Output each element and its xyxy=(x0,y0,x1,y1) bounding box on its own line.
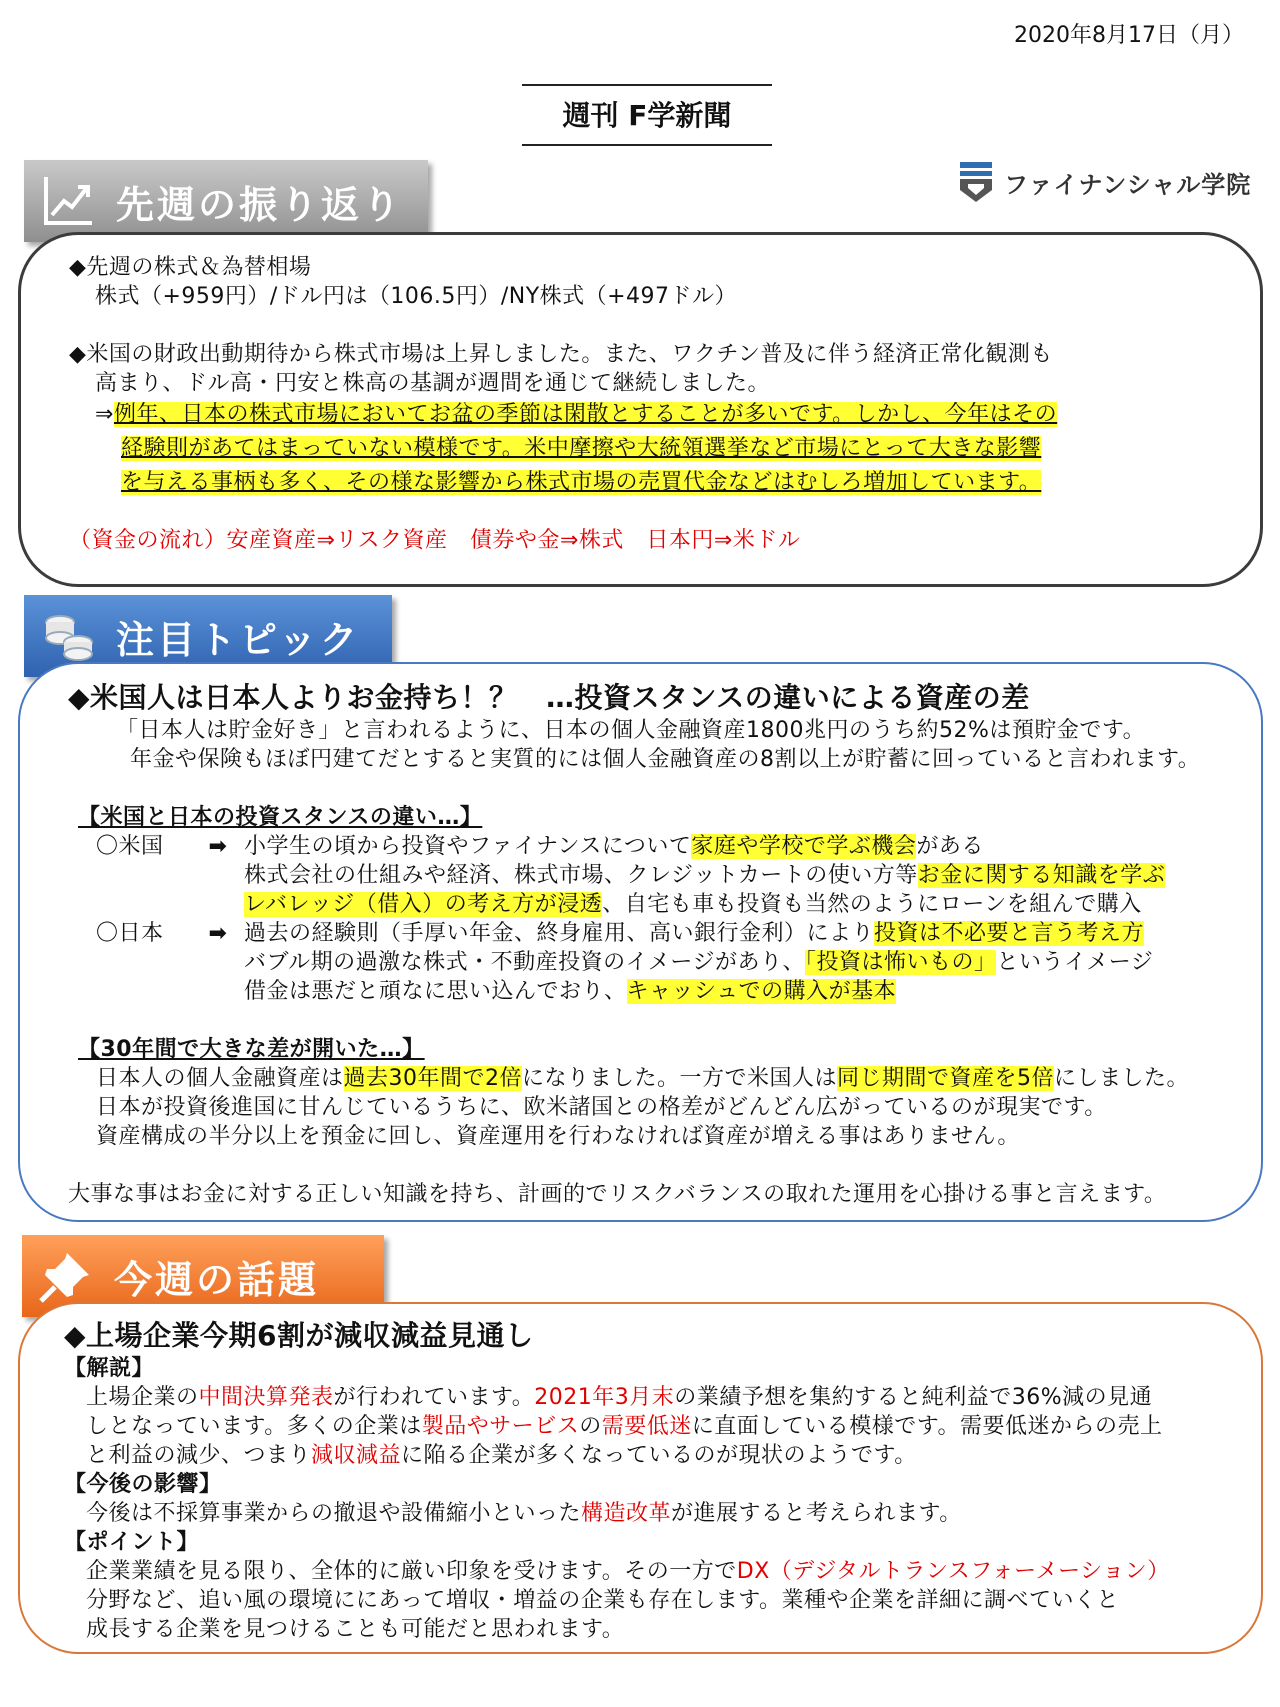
us-line-1c: がある xyxy=(916,834,984,859)
label-explanation: 【解説】 xyxy=(64,1356,155,1381)
pushpin-icon xyxy=(36,1246,96,1306)
right-arrow-icon: ➡ xyxy=(208,834,228,859)
section-tab-label: 先週の振り返り xyxy=(116,182,404,227)
coins-icon xyxy=(38,606,98,666)
exp-1c: が行われています。 xyxy=(333,1385,535,1410)
jp-line-2b: 「投資は怖いもの」 xyxy=(804,950,997,975)
logo xyxy=(958,160,1251,204)
jp-line-3b: キャッシュでの購入が基本 xyxy=(626,979,897,1004)
issue-date: 2020年8月17日（月） xyxy=(1014,23,1244,48)
school-logo-icon xyxy=(958,160,994,204)
jp-line-2a: バブル期の過激な株式・不動産投資のイメージがあり、 xyxy=(244,950,805,975)
label-point: 【ポイント】 xyxy=(64,1530,200,1555)
us-label: 〇米国 xyxy=(96,834,164,859)
gap-line-1e: にしました。 xyxy=(1054,1066,1190,1091)
exp-3a: と利益の減少、つまり xyxy=(86,1443,312,1468)
exp-2a: しとなっています。多くの企業は xyxy=(86,1414,422,1439)
topic-box xyxy=(18,662,1263,1222)
us-line-3a: レバレッジ（借入）の考え方が浸透 xyxy=(244,892,603,917)
topic-conclusion: 大事な事はお金に対する正しい知識を持ち、計画的でリスクバランスの取れた運用を心掛ける事と言えます。 xyxy=(68,1182,1167,1207)
newsletter-title: 週刊 F学新聞 xyxy=(522,84,772,146)
jp-line-1b: 投資は不必要と言う考え方 xyxy=(874,921,1145,946)
gap-line-1a: 日本人の個人金融資産は xyxy=(96,1066,344,1091)
us-line-1a: 小学生の頃から投資やファイナンスについて xyxy=(244,834,692,859)
gap-line-1b: 過去30年間で2倍 xyxy=(343,1066,523,1091)
jp-line-2c: というイメージ xyxy=(996,950,1154,975)
exp-3b: 減収減益 xyxy=(311,1443,402,1468)
jp-line-3a: 借金は悪だと頑なに思い込んでおり、 xyxy=(244,979,627,1004)
line-chart-icon xyxy=(38,171,98,231)
exp-1a: 上場企業の xyxy=(86,1385,199,1410)
us-line-2a: 株式会社の仕組みや経済、株式市場、クレジットカートの使い方等 xyxy=(244,863,918,888)
subheading-stance: 【米国と日本の投資スタンスの違い…】 xyxy=(78,805,483,830)
exp-1e: の業績予想を集約すると純利益で36%減の見通 xyxy=(674,1385,1153,1410)
us-line-3b: 、自宅も車も投資も当然のようにローンを組んで購入 xyxy=(602,892,1142,917)
exp-2d: 需要低迷 xyxy=(601,1414,692,1439)
money-flow: （資金の流れ）安産資産⇒リスク資産 債券や金⇒株式 日本円⇒米ドル xyxy=(69,528,801,553)
impact-c: が進展すると考えられます。 xyxy=(671,1501,962,1526)
highlight-line-3: を与える事柄も多く、その様な影響から株式市場の売買代金などはむしろ増加しています。 xyxy=(121,470,1042,495)
section-tab-last-week xyxy=(24,160,428,242)
exp-2c: の xyxy=(579,1414,602,1439)
gap-line-1c: になりました。一方で米国人は xyxy=(522,1066,838,1091)
summary-line-2: 高まり、ドル高・円安と株高の基調が週間を通じて継続しました。 xyxy=(95,371,771,396)
arrow-marker: ⇒ xyxy=(95,402,114,427)
point-1a: 企業業績を見る限り、全体的に厳い印象を受けます。その一方で xyxy=(86,1559,737,1584)
market-heading: ◆先週の株式＆為替相場 xyxy=(69,255,312,280)
this-week-headline: ◆上場企業今期6割が減収減益見通し xyxy=(64,1319,534,1352)
point-3: 成長する企業を見つけることも可能だと思われます。 xyxy=(86,1617,625,1642)
gap-line-1d: 同じ期間で資産を5倍 xyxy=(837,1066,1055,1091)
logo-text: ファイナンシャル学院 xyxy=(1004,170,1252,199)
this-week-box xyxy=(18,1302,1263,1654)
summary-line-1: ◆米国の財政出動期待から株式市場は上昇しました。また、ワクチン普及に伴う経済正常化観測も xyxy=(69,342,1053,367)
market-figures: 株式（+959円）/ドル円は（106.5円）/NY株式（+497ドル） xyxy=(95,284,738,309)
us-line-1b: 家庭や学校で学ぶ機会 xyxy=(691,834,917,859)
section-tab-label: 注目トピック xyxy=(116,617,361,662)
point-1b: DX（デジタルトランスフォーメーション） xyxy=(736,1559,1170,1584)
point-2: 分野など、追い風の環境ににあって増収・増益の企業も存在します。業種や企業を詳細に調べていくと xyxy=(86,1588,1120,1613)
gap-line-2: 日本が投資後進国に甘んじているうちに、欧米諸国との格差がどんどん広がっているのが現実です。 xyxy=(96,1095,1107,1120)
section-tab-label: 今週の話題 xyxy=(114,1257,320,1302)
exp-2b: 製品やサービス xyxy=(421,1414,580,1439)
exp-2e: に直面している模様です。需要低迷からの売上 xyxy=(691,1414,1163,1439)
intro-line-1: 「日本人は貯金好き」と言われるように、日本の個人金融資産1800兆円のうち約52%は預貯金です。 xyxy=(116,718,1146,743)
us-line-2b: お金に関する知識を学ぶ xyxy=(917,863,1166,888)
highlight-line-1: 例年、日本の株式市場においてお盆の季節は閑散とすることが多いです。しかし、今年はその xyxy=(113,402,1058,427)
exp-1b: 中間決算発表 xyxy=(198,1385,334,1410)
highlight-line-2: 経験則があてはまっていない模様です。米中摩擦や大統領選挙など市場にとって大きな影響 xyxy=(121,436,1042,461)
exp-1d: 2021年3月末 xyxy=(534,1385,675,1410)
last-week-review-box xyxy=(18,232,1263,587)
intro-line-2: 年金や保険もほぼ円建てだとすると実質的には個人金融資産の8割以上が貯蓄に回っていると言われます。 xyxy=(130,747,1201,772)
exp-3c: に陥る企業が多くなっているのが現状のようです。 xyxy=(401,1443,917,1468)
impact-b: 構造改革 xyxy=(581,1501,672,1526)
right-arrow-icon: ➡ xyxy=(208,921,228,946)
subheading-gap: 【30年間で大きな差が開いた…】 xyxy=(78,1037,425,1062)
gap-line-3: 資産構成の半分以上を預金に回し、資産運用を行わなければ資産が増える事はありません。 xyxy=(96,1124,1020,1149)
label-impact: 【今後の影響】 xyxy=(64,1472,222,1497)
impact-a: 今後は不採算事業からの撤退や設備縮小といった xyxy=(86,1501,582,1526)
jp-label: 〇日本 xyxy=(96,921,164,946)
jp-line-1a: 過去の経験則（手厚い年金、終身雇用、高い銀行金利）により xyxy=(244,921,875,946)
topic-headline: ◆米国人は日本人よりお金持ち！？ …投資スタンスの違いによる資産の差 xyxy=(68,681,1030,714)
